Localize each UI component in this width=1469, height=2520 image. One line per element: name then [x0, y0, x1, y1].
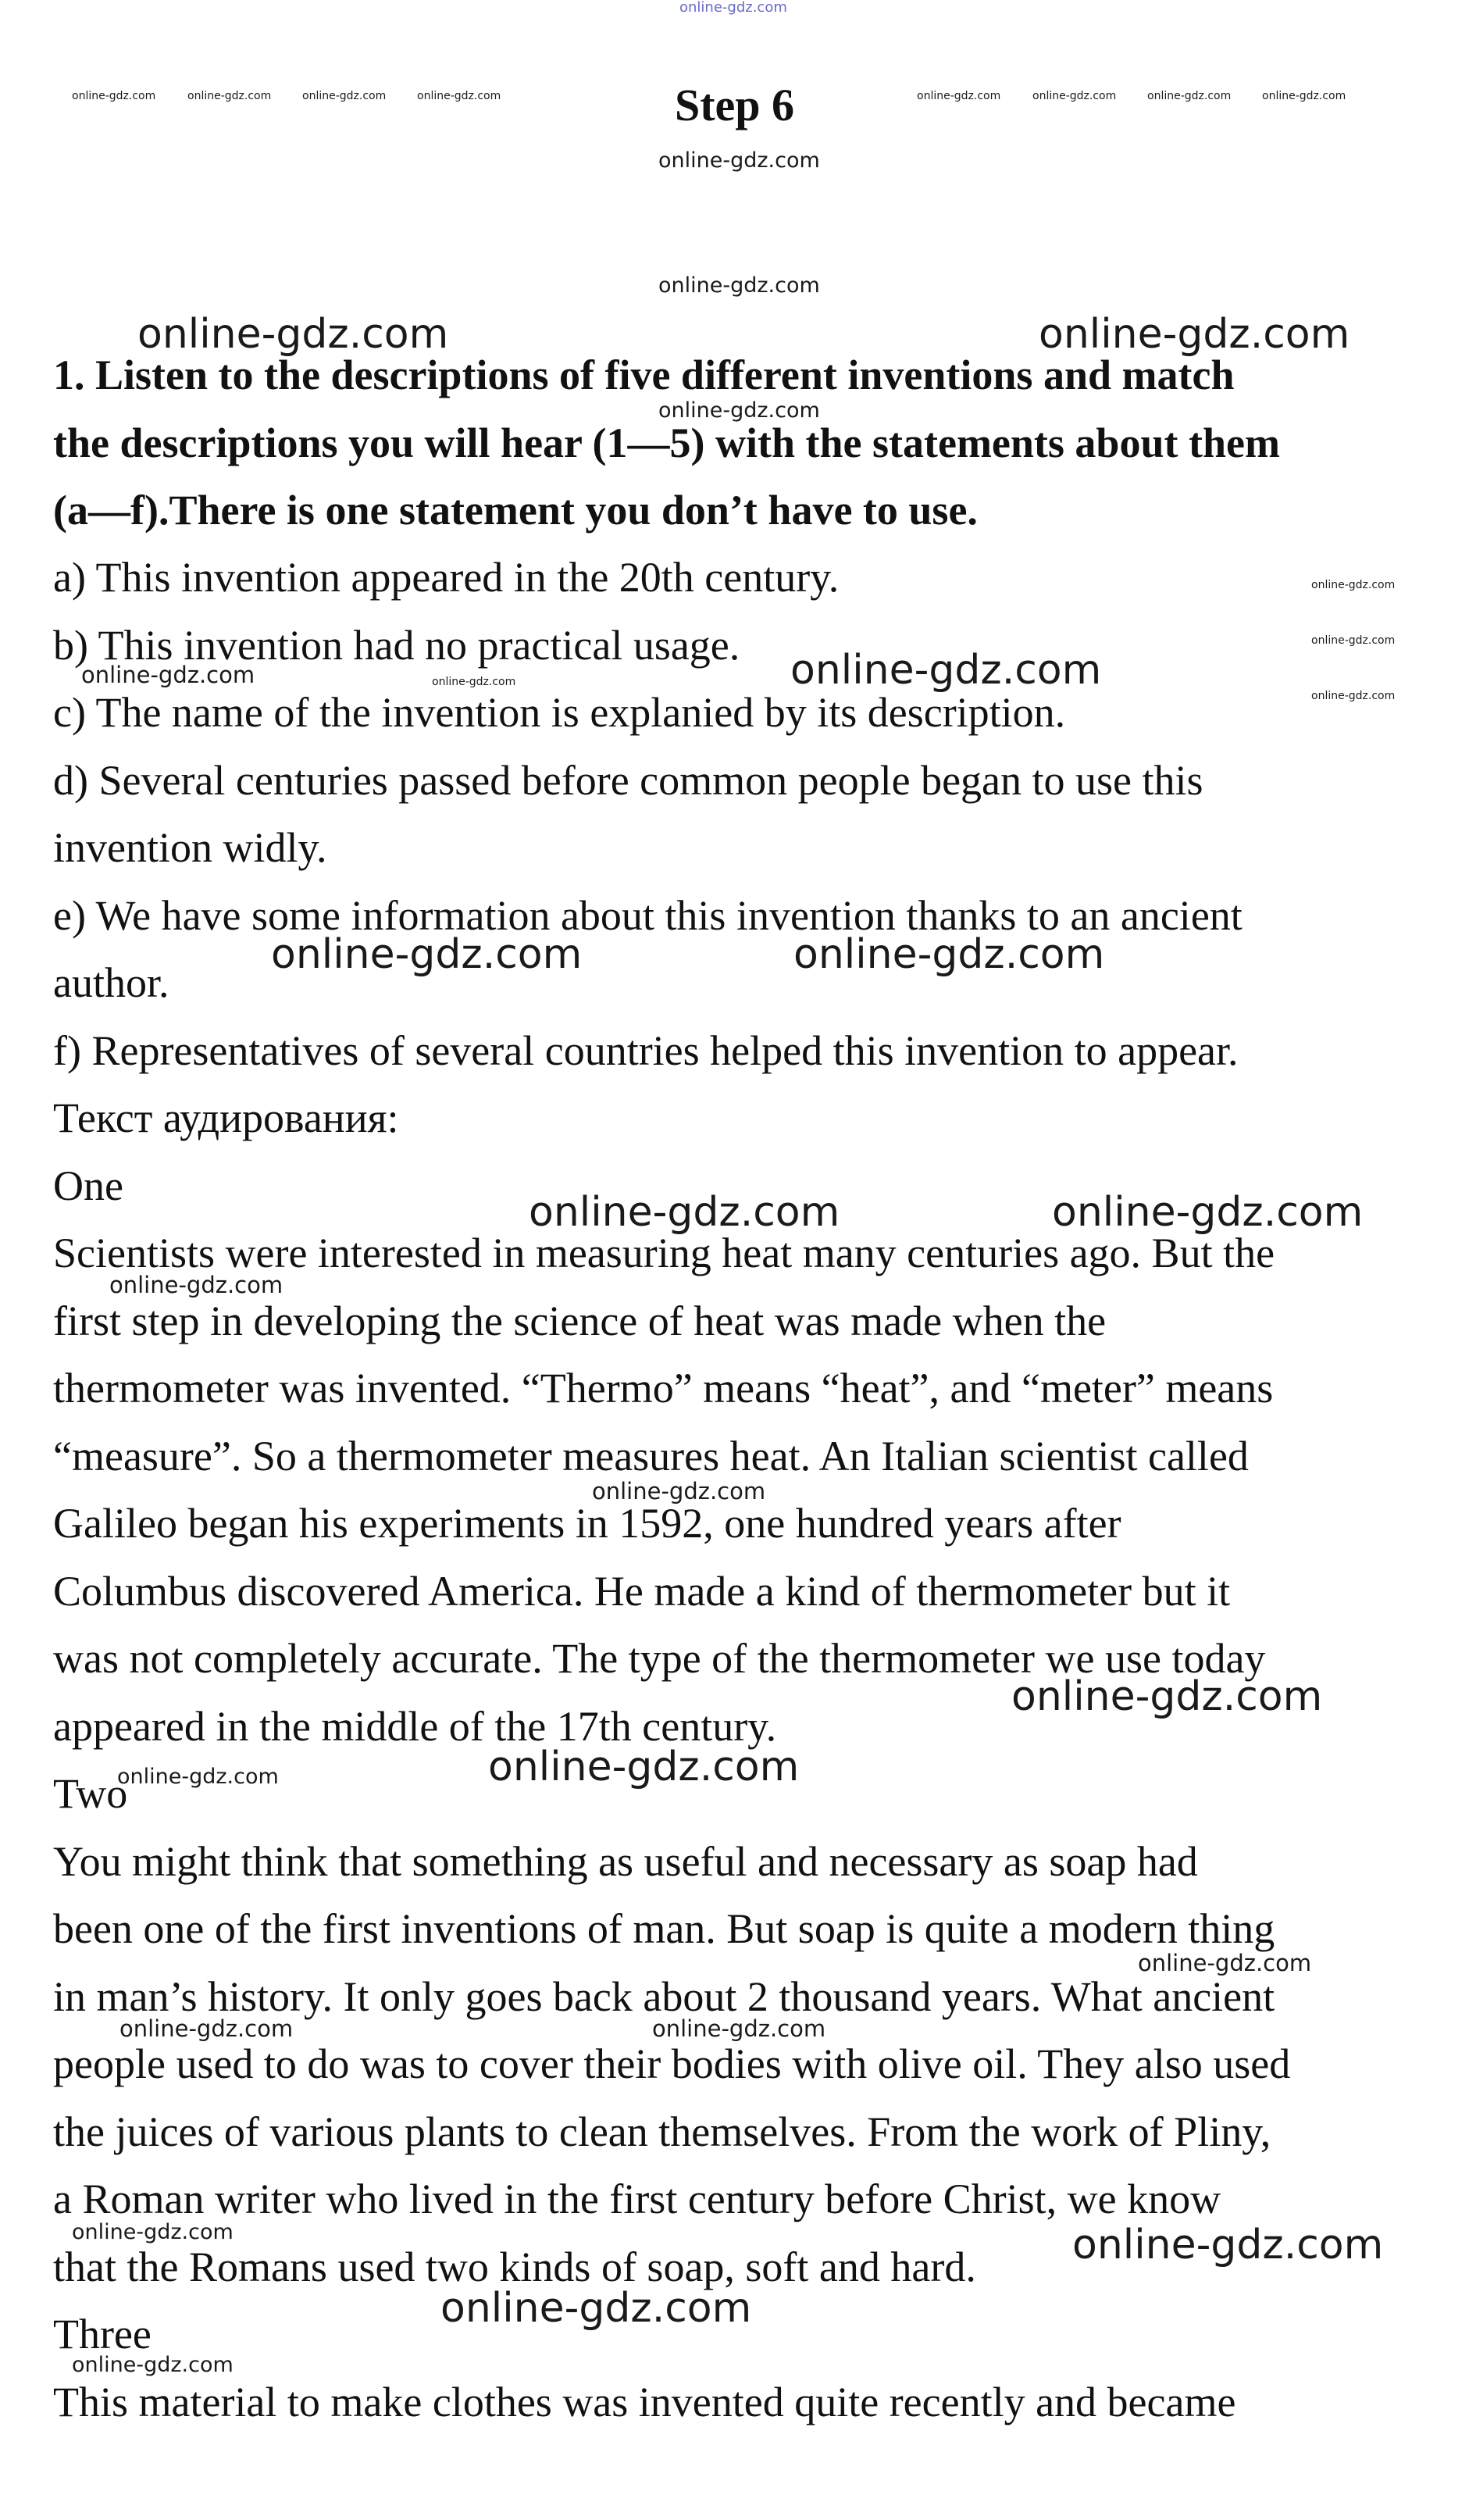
paragraph-line: in man’s history. It only goes back about 2 thousand years. What ancient [53, 1973, 1275, 2020]
task-line: the descriptions you will hear (1—5) with the statements about them [53, 419, 1280, 466]
paragraph-line: Scientists were interested in measuring heat many centuries ago. But the [53, 1230, 1275, 1276]
paragraph-line: the juices of various plants to clean themselves. From the work of Pliny, [53, 2108, 1271, 2155]
watermark: online-gdz.com [1311, 634, 1396, 647]
paragraph-line: that the Romans used two kinds of soap, soft and hard. [53, 2243, 976, 2290]
watermark: online-gdz.com [72, 2353, 234, 2377]
paragraph-line: Columbus discovered America. He made a kind of thermometer but it [53, 1568, 1231, 1615]
watermark: online-gdz.com [1311, 579, 1396, 591]
statement-f: f) Representatives of several countries helped this invention to appear. [53, 1027, 1239, 1074]
watermark: online-gdz.com [137, 311, 449, 358]
watermark: online-gdz.com [658, 273, 820, 298]
watermark: online-gdz.com [917, 90, 1001, 102]
paragraph-line: people used to do was to cover their bodies with olive oil. They also used [53, 2040, 1291, 2087]
statement-e-cont: author. [53, 959, 169, 1006]
statement-d: d) Several centuries passed before common people began to use this [53, 757, 1203, 804]
statement-c: c) The name of the invention is explanied by its description. [53, 689, 1066, 736]
statement-a: a) This invention appeared in the 20th century. [53, 554, 840, 601]
statement-e: e) We have some information about this invention thanks to an ancient [53, 892, 1243, 939]
section-one-heading: One [53, 1162, 123, 1209]
watermark: online-gdz.com [271, 931, 583, 978]
statement-d-cont: invention widly. [53, 824, 327, 871]
section-three-heading: Three [53, 2311, 152, 2358]
watermark: online-gdz.com [679, 0, 787, 16]
watermark: online-gdz.com [1262, 90, 1346, 102]
watermark: online-gdz.com [1138, 1950, 1312, 1976]
watermark: online-gdz.com [1052, 1189, 1364, 1236]
watermark: online-gdz.com [658, 398, 820, 423]
watermark: online-gdz.com [1072, 2222, 1384, 2268]
paragraph-line: This material to make clothes was invented quite recently and became [53, 2379, 1236, 2425]
watermark: online-gdz.com [81, 662, 255, 688]
paragraph-line: a Roman writer who lived in the first century before Christ, we know [53, 2176, 1221, 2222]
watermark: online-gdz.com [432, 676, 516, 688]
paragraph-line: thermometer was invented. “Thermo” means “heat”, and “meter” means [53, 1365, 1274, 1412]
paragraph-line: “measure”. So a thermometer measures heat. An Italian scientist called [53, 1433, 1249, 1480]
paragraph-line: been one of the first inventions of man. But soap is quite a modern thing [53, 1905, 1275, 1952]
statement-b: b) This invention had no practical usage. [53, 622, 740, 669]
watermark: online-gdz.com [117, 1765, 279, 1789]
task-line: 1. Listen to the descriptions of five different inventions and match [53, 352, 1235, 398]
watermark: online-gdz.com [1039, 311, 1350, 358]
paragraph-line: appeared in the middle of the 17th century. [53, 1703, 777, 1750]
watermark: online-gdz.com [592, 1478, 766, 1505]
watermark: online-gdz.com [529, 1189, 840, 1236]
watermark: online-gdz.com [790, 647, 1102, 694]
watermark: online-gdz.com [488, 1744, 800, 1790]
watermark: online-gdz.com [72, 2220, 234, 2244]
watermark: online-gdz.com [440, 2285, 752, 2332]
page-title: Step 6 [674, 80, 795, 130]
watermark: online-gdz.com [1147, 90, 1232, 102]
paragraph-line: was not completely accurate. The type of the thermometer we use today [53, 1635, 1266, 1682]
listening-label: Текст аудирования: [53, 1094, 399, 1141]
watermark: online-gdz.com [793, 931, 1105, 978]
watermark: online-gdz.com [72, 90, 156, 102]
paragraph-line: You might think that something as useful and necessary as soap had [53, 1838, 1198, 1885]
paragraph-line: first step in developing the science of heat was made when the [53, 1297, 1107, 1344]
watermark: online-gdz.com [1032, 90, 1117, 102]
watermark: online-gdz.com [187, 90, 272, 102]
watermark: online-gdz.com [109, 1272, 283, 1298]
section-two-heading: Two [53, 1770, 128, 1817]
paragraph-line: Galileo began his experiments in 1592, one hundred years after [53, 1500, 1121, 1547]
watermark: online-gdz.com [658, 148, 820, 173]
task-line: (a—f).There is one statement you don’t have to use. [53, 487, 978, 534]
watermark: online-gdz.com [302, 90, 387, 102]
watermark: online-gdz.com [1011, 1673, 1323, 1720]
watermark: online-gdz.com [119, 2015, 294, 2042]
watermark: online-gdz.com [417, 90, 501, 102]
watermark: online-gdz.com [1311, 690, 1396, 702]
watermark: online-gdz.com [652, 2015, 826, 2042]
